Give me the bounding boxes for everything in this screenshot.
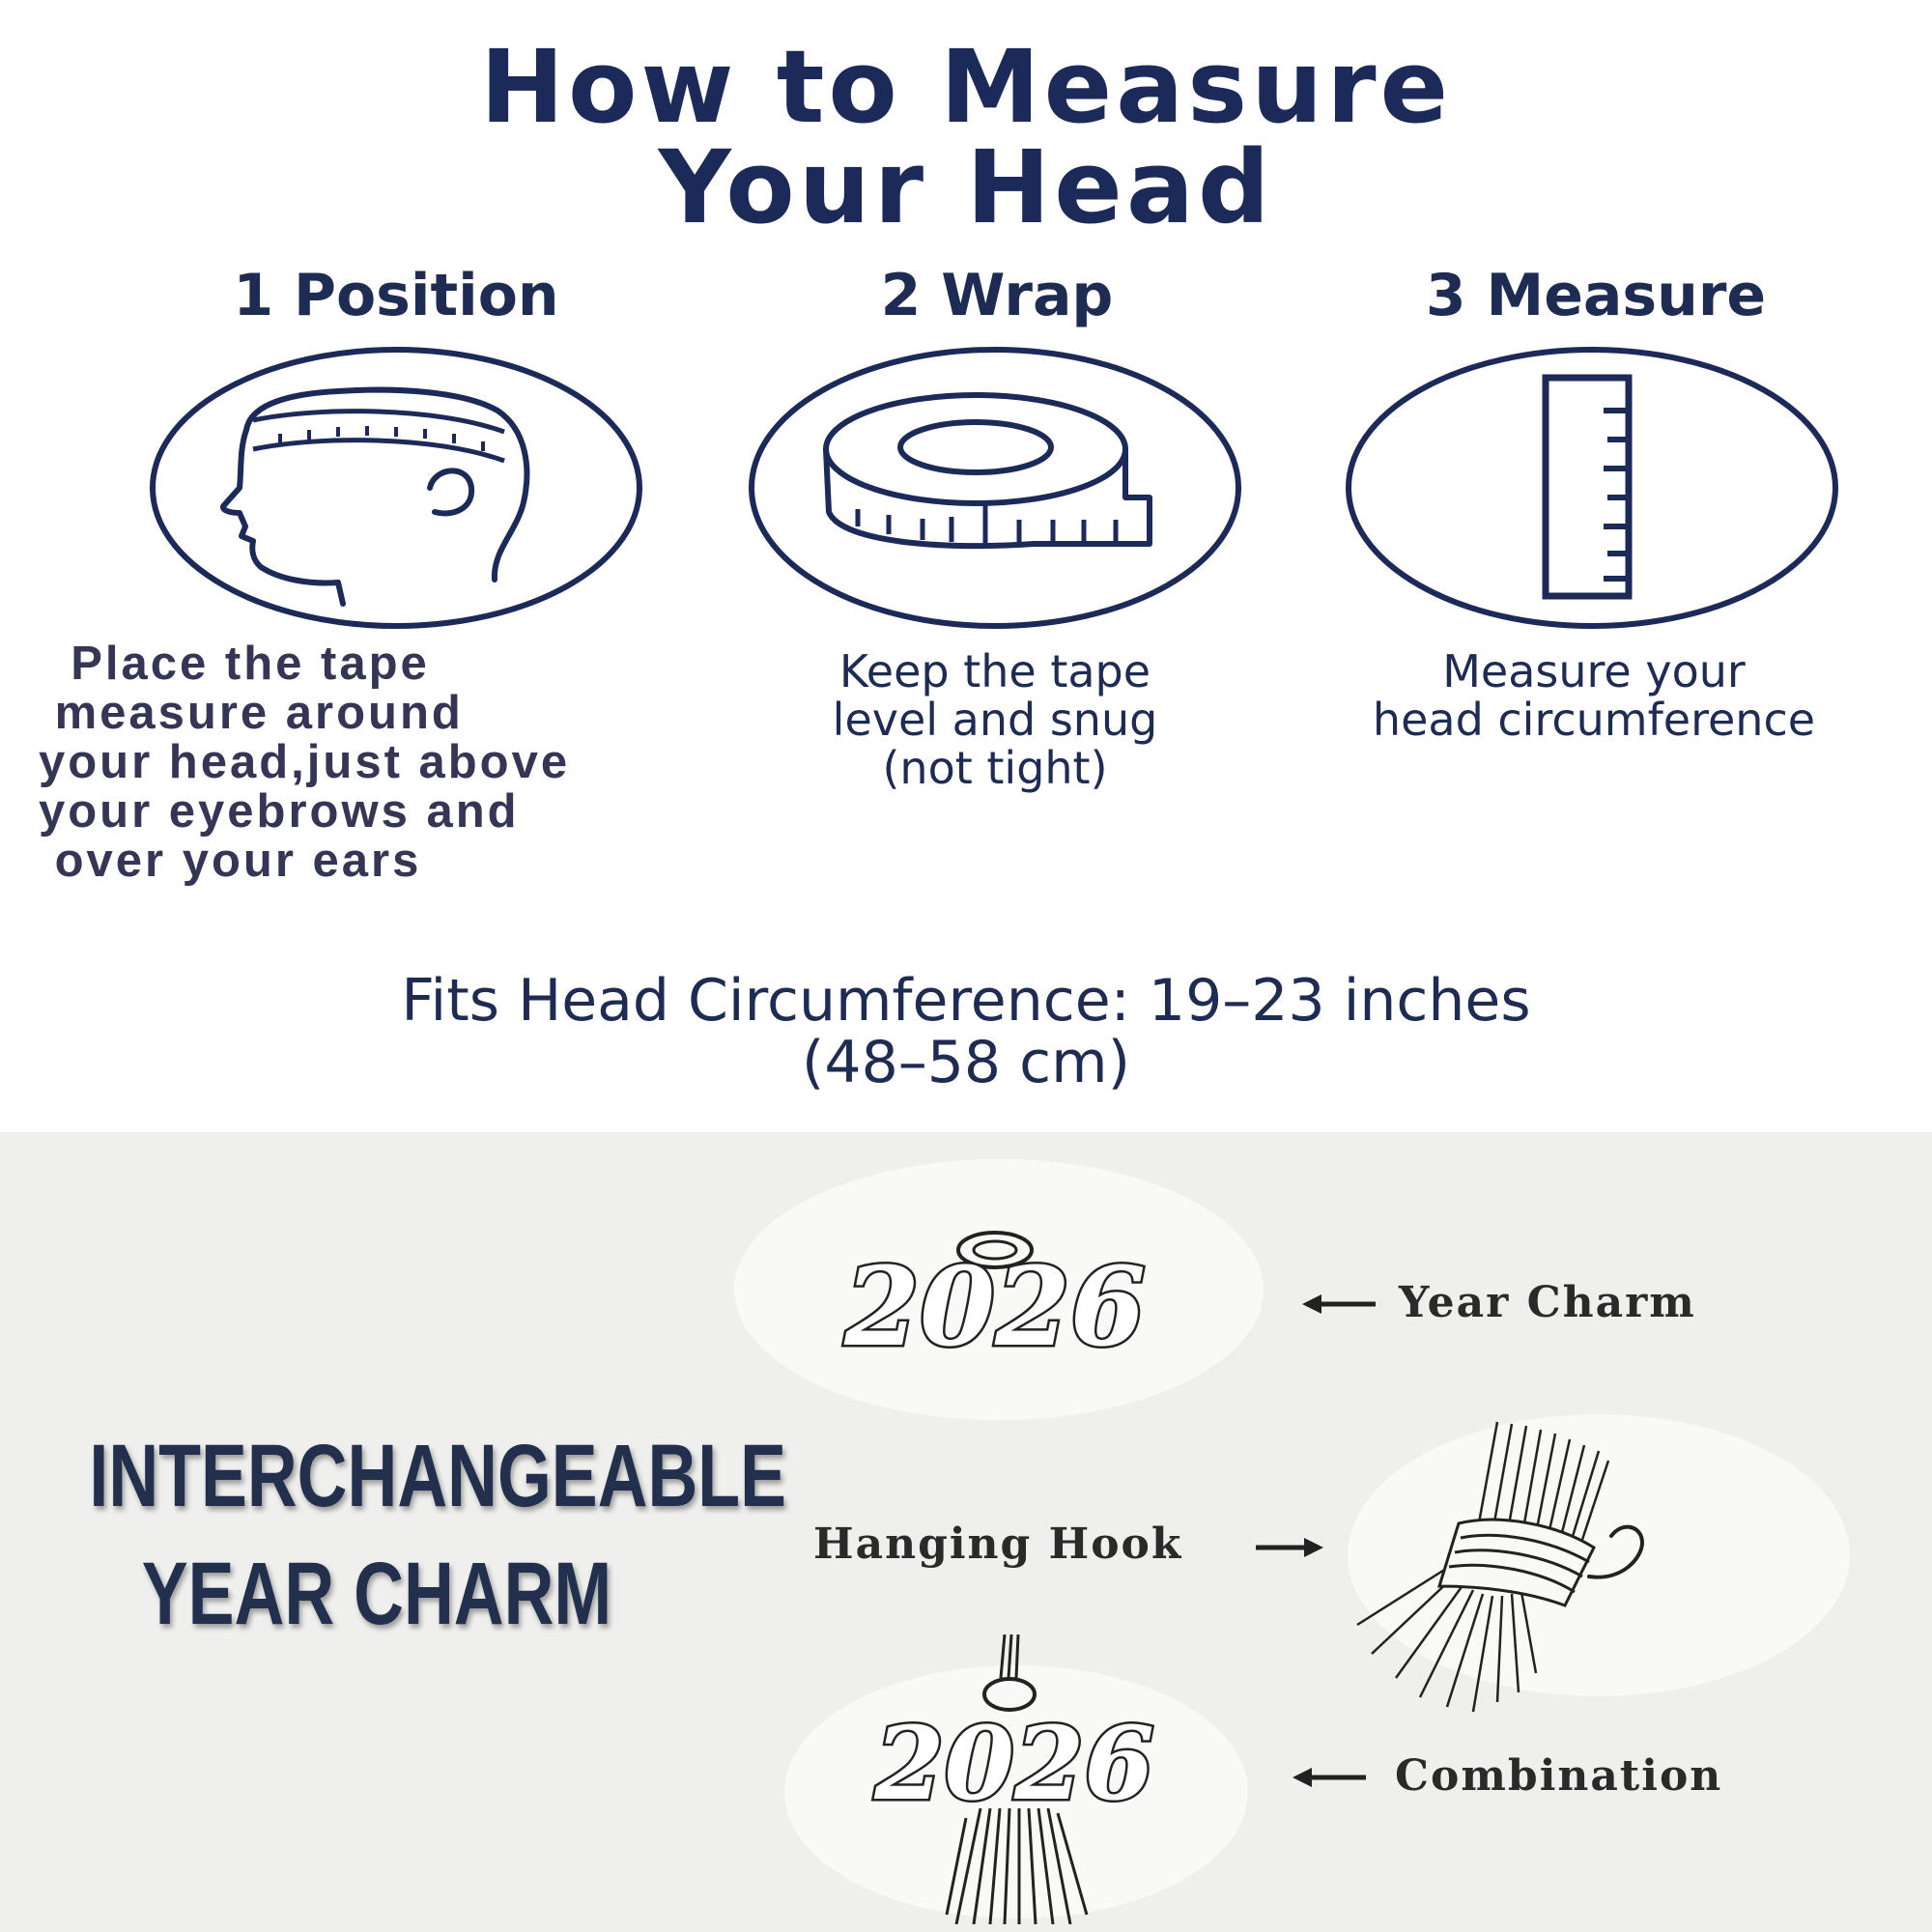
- right-arrow-icon: [1256, 1536, 1323, 1559]
- tape-roll-icon: [744, 343, 1246, 633]
- step-1-title: 1 Position: [233, 262, 559, 329]
- ruler-icon: [1341, 343, 1843, 633]
- step-2-desc-line: level and snug: [832, 694, 1158, 746]
- step-1-desc-line: Place the tape: [39, 638, 430, 690]
- page-title-line2: Your Head: [658, 128, 1274, 246]
- combination-label: Combination: [1395, 1751, 1723, 1801]
- step-3-desc-line: head circumference: [1372, 694, 1816, 746]
- step-2-desc-line: (not tight): [882, 742, 1108, 794]
- combination-year-number: 2026: [874, 1704, 1154, 1823]
- step-3-title: 3 Measure: [1425, 262, 1767, 329]
- step-2-description: [744, 647, 1246, 792]
- step-2-title: 2 Wrap: [880, 262, 1114, 329]
- charm-heading-line2: YEAR CHARM: [141, 1545, 612, 1643]
- fits-circumference-inches: Fits Head Circumference: 19–23 inches: [401, 967, 1531, 1035]
- left-arrow-icon: [1302, 1293, 1379, 1316]
- step-1-desc-line: measure around: [39, 687, 464, 739]
- step-2-desc-line: Keep the tape: [838, 645, 1151, 697]
- combination-image: [811, 1634, 1217, 1924]
- charm-heading-line1: INTERCHANGEABLE: [89, 1427, 786, 1525]
- step-3-desc-line: Measure your: [1442, 645, 1746, 697]
- tassel-hook-image: [1352, 1412, 1681, 1731]
- page-title-line1: How to Measure: [479, 28, 1453, 146]
- step-1-desc-line: your eyebrows and: [39, 785, 520, 838]
- hanging-hook-label: Hanging Hook: [813, 1520, 1183, 1569]
- year-charm-label: Year Charm: [1399, 1278, 1696, 1327]
- step-1-desc-line: your head,just above: [39, 736, 571, 788]
- year-charm-number: 2026: [844, 1244, 1146, 1364]
- year-charm-panel: [0, 1132, 1932, 1932]
- year-charm-image: [763, 1229, 1227, 1364]
- fits-circumference-cm: (48–58 cm): [801, 1029, 1131, 1096]
- step-1-description: [39, 639, 773, 886]
- step-1-desc-line: over your ears: [39, 835, 422, 887]
- left-arrow-icon: [1293, 1766, 1370, 1789]
- head-with-tape-icon: [145, 343, 647, 633]
- step-3-description: [1294, 647, 1893, 744]
